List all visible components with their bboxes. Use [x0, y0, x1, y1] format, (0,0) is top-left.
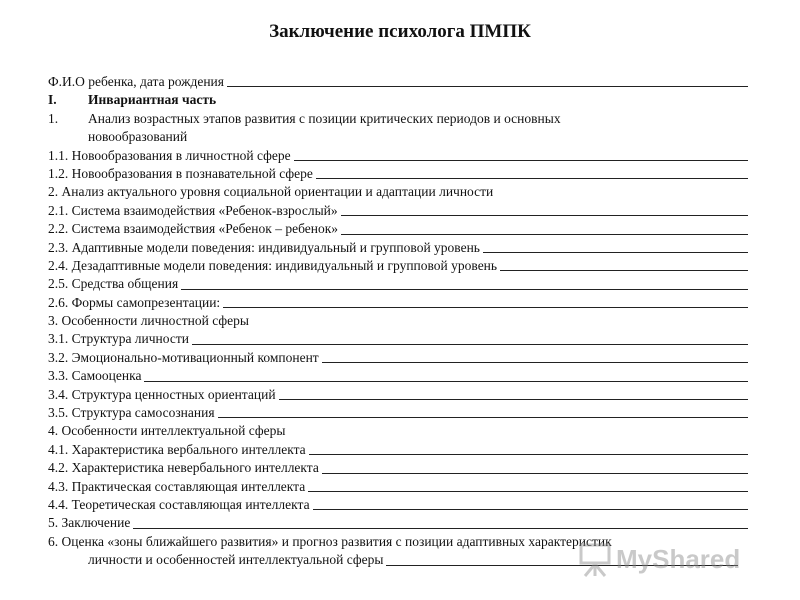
form-row-label: 2.4. Дезадаптивные модели поведения: индивидуальный и групповой уровень [48, 257, 498, 273]
document-title: Заключение психолога ПМПК [269, 21, 531, 42]
form-row [48, 147, 748, 165]
form-rows [48, 147, 748, 533]
fill-in-blank [341, 234, 748, 235]
form-row-label: 2.1. Система взаимодействия «Ребенок-взрослый» [48, 202, 338, 218]
form-row-label: 2.2. Система взаимодействия «Ребенок – ребенок» [48, 221, 339, 237]
form-row-label: 3.3. Самооценка [48, 368, 142, 384]
form-row [48, 312, 748, 330]
form-row [48, 386, 748, 404]
form-row-label: 4. Особенности интеллектуальной сферы [48, 423, 286, 439]
form-row-label: 5. Заключение [48, 515, 131, 531]
form-row-label: 1.2. Новообразования в познавательной сфере [48, 165, 313, 181]
form-row [48, 220, 748, 238]
form-row [48, 441, 748, 459]
form-row [48, 275, 748, 293]
form-row [48, 478, 748, 496]
form-row [48, 496, 748, 514]
form-row-label: 3.1. Структура личности [48, 331, 189, 347]
form-row-label: 4.1. Характеристика вербального интеллекта [48, 441, 306, 457]
form-row-label: 2.5. Средства общения [48, 276, 179, 292]
fill-in-blank [218, 417, 748, 418]
form-row-label: 3. Особенности личностной сферы [48, 313, 249, 329]
form-row-label: 1.1. Новообразования в личностной сфере [48, 147, 291, 163]
header-line [48, 73, 748, 91]
form-row [48, 183, 748, 201]
fill-in-blank [279, 399, 748, 400]
form-row [48, 330, 748, 348]
watermark [572, 540, 782, 580]
item-6-text-continuation: личности и особенностей интеллектуальной сферы [88, 552, 384, 568]
form-row [48, 459, 748, 477]
watermark-text: MyShared [616, 544, 741, 574]
form-row [48, 422, 748, 440]
form-row [48, 294, 748, 312]
fill-in-blank [181, 289, 748, 290]
form-row-label: 3.4. Структура ценностных ориентаций [48, 386, 276, 402]
form-row [48, 239, 748, 257]
form-row [48, 349, 748, 367]
header-line-label: Ф.И.О ребенка, дата рождения [48, 73, 224, 89]
document-body [48, 73, 748, 570]
fill-in-blank [322, 473, 748, 474]
fill-in-blank [223, 307, 748, 308]
form-row-label: 2. Анализ актуального уровня социальной ориентации и адаптации личности [48, 184, 494, 200]
form-row-label: 4.3. Практическая составляющая интеллекта [48, 478, 306, 494]
fill-in-blank [483, 252, 748, 253]
form-row [48, 202, 748, 220]
fill-in-blank [227, 86, 748, 87]
section-number: I. [48, 92, 57, 108]
fill-in-blank [192, 344, 748, 345]
form-row-label: 4.2. Характеристика невербального интеллекта [48, 460, 319, 476]
section-heading [48, 91, 748, 109]
form-row [48, 257, 748, 275]
fill-in-blank [316, 178, 748, 179]
item-1-line-2 [48, 128, 748, 146]
fill-in-blank [309, 454, 748, 455]
form-row-label: 2.6. Формы самопрезентации: [48, 294, 221, 310]
form-row [48, 514, 748, 532]
fill-in-blank [144, 381, 748, 382]
form-row-label: 3.2. Эмоционально-мотивационный компонент [48, 349, 319, 365]
item-number: 1. [48, 110, 59, 126]
presentation-easel-icon [578, 542, 612, 578]
form-row-label: 3.5. Структура самосознания [48, 405, 215, 421]
form-row-label: 4.4. Теоретическая составляющая интеллекта [48, 496, 310, 512]
item-text: Анализ возрастных этапов развития с позиции критических периодов и основных [88, 110, 561, 126]
item-text-continuation: новообразований [88, 129, 188, 145]
fill-in-blank [341, 215, 748, 216]
fill-in-blank [133, 528, 748, 529]
fill-in-blank [294, 160, 748, 161]
fill-in-blank [500, 270, 748, 271]
section-label: Инвариантная часть [88, 92, 217, 108]
form-row-label: 2.3. Адаптивные модели поведения: индивидуальный и групповой уровень [48, 239, 480, 255]
form-row [48, 367, 748, 385]
fill-in-blank [308, 491, 748, 492]
item-6-text: 6. Оценка «зоны ближайшего развития» и прогноз развития с позиции адаптивных характеристик [48, 533, 612, 549]
form-row [48, 165, 748, 183]
fill-in-blank [322, 362, 748, 363]
item-1-line-1 [48, 110, 748, 128]
form-row [48, 404, 748, 422]
fill-in-blank [313, 509, 748, 510]
